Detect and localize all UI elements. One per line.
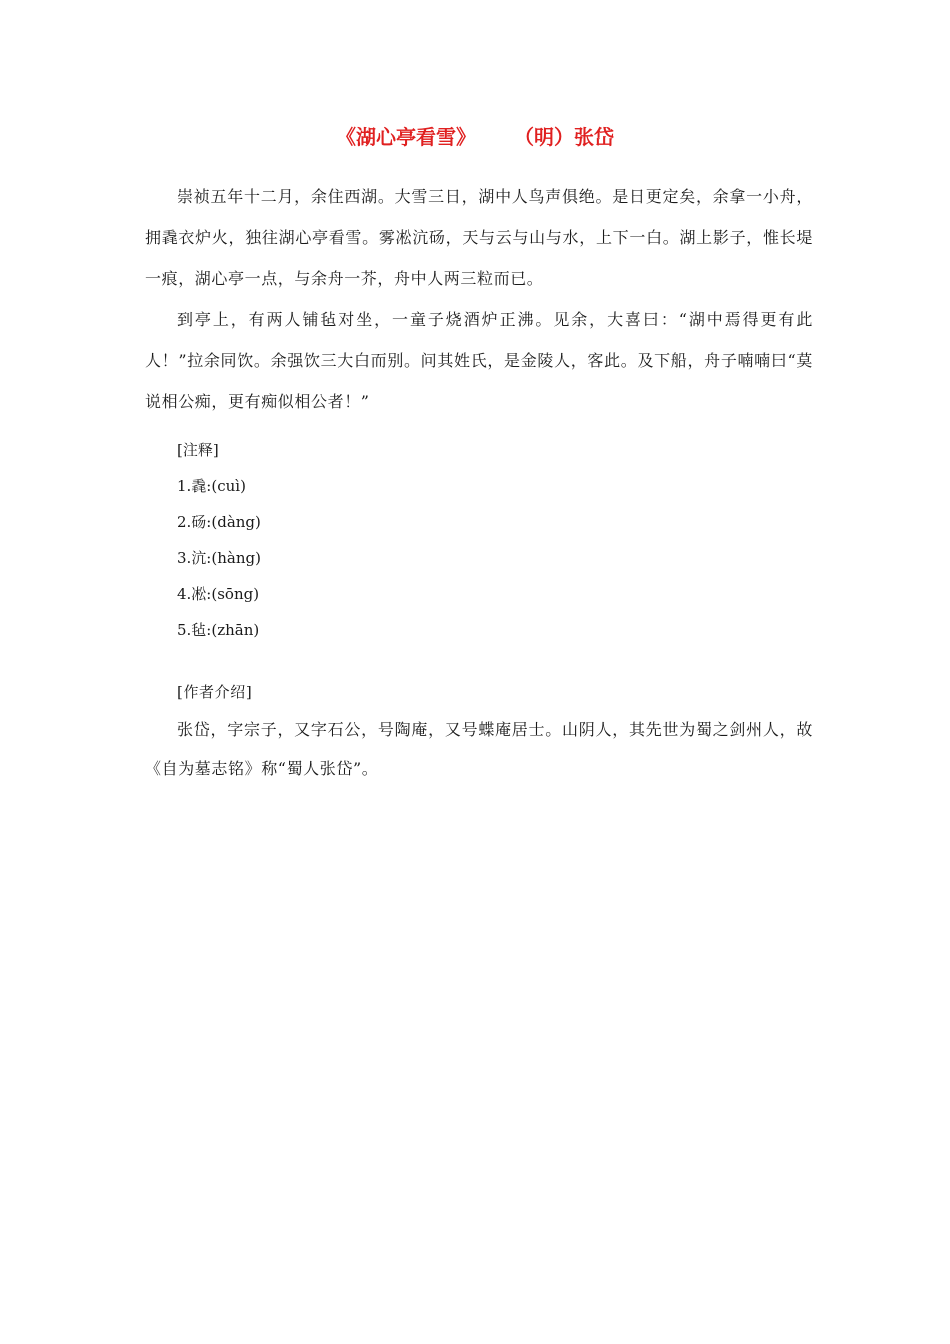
- title-work: 《湖心亭看雪》: [336, 125, 476, 149]
- note-item-3: 3.沆:(hàng): [177, 549, 261, 567]
- author-section: [145, 674, 813, 788]
- author-text: 张岱，字宗子，又字石公，号陶庵，又号蝶庵居士。山阴人，其先世为蜀之剑州人，故《自为墓志铭》称“蜀人张岱”。: [145, 720, 813, 778]
- note-item-2: 2.砀:(dàng): [177, 513, 261, 531]
- note-item-1: 1.毳:(cuì): [177, 477, 246, 495]
- author-heading: [作者介绍]: [177, 683, 253, 701]
- note-item-5: 5.毡:(zhān): [177, 621, 260, 639]
- document-title: [0, 122, 950, 152]
- paragraph-2: 到亭上，有两人铺毡对坐，一童子烧酒炉正沸。见余，大喜曰：“湖中焉得更有此人！”拉余同饮。余强饮三大白而别。问其姓氏，是金陵人，客此。及下船，舟子喃喃曰“莫说相公痴，更有痴似相公者！”: [145, 310, 813, 411]
- notes-section: [177, 432, 817, 648]
- title-author: （明）张岱: [514, 125, 614, 149]
- paragraph-1: 崇祯五年十二月，余住西湖。大雪三日，湖中人鸟声俱绝。是日更定矣，余拿一小舟，拥毳衣炉火，独往湖心亭看雪。雾凇沆砀，天与云与山与水，上下一白。湖上影子，惟长堤一痕，湖心亭一点，与余舟一芥，舟中人两三粒而已。: [145, 187, 813, 288]
- main-text: [145, 176, 813, 422]
- note-item-4: 4.凇:(sōng): [177, 585, 260, 603]
- notes-heading: [注释]: [177, 441, 219, 459]
